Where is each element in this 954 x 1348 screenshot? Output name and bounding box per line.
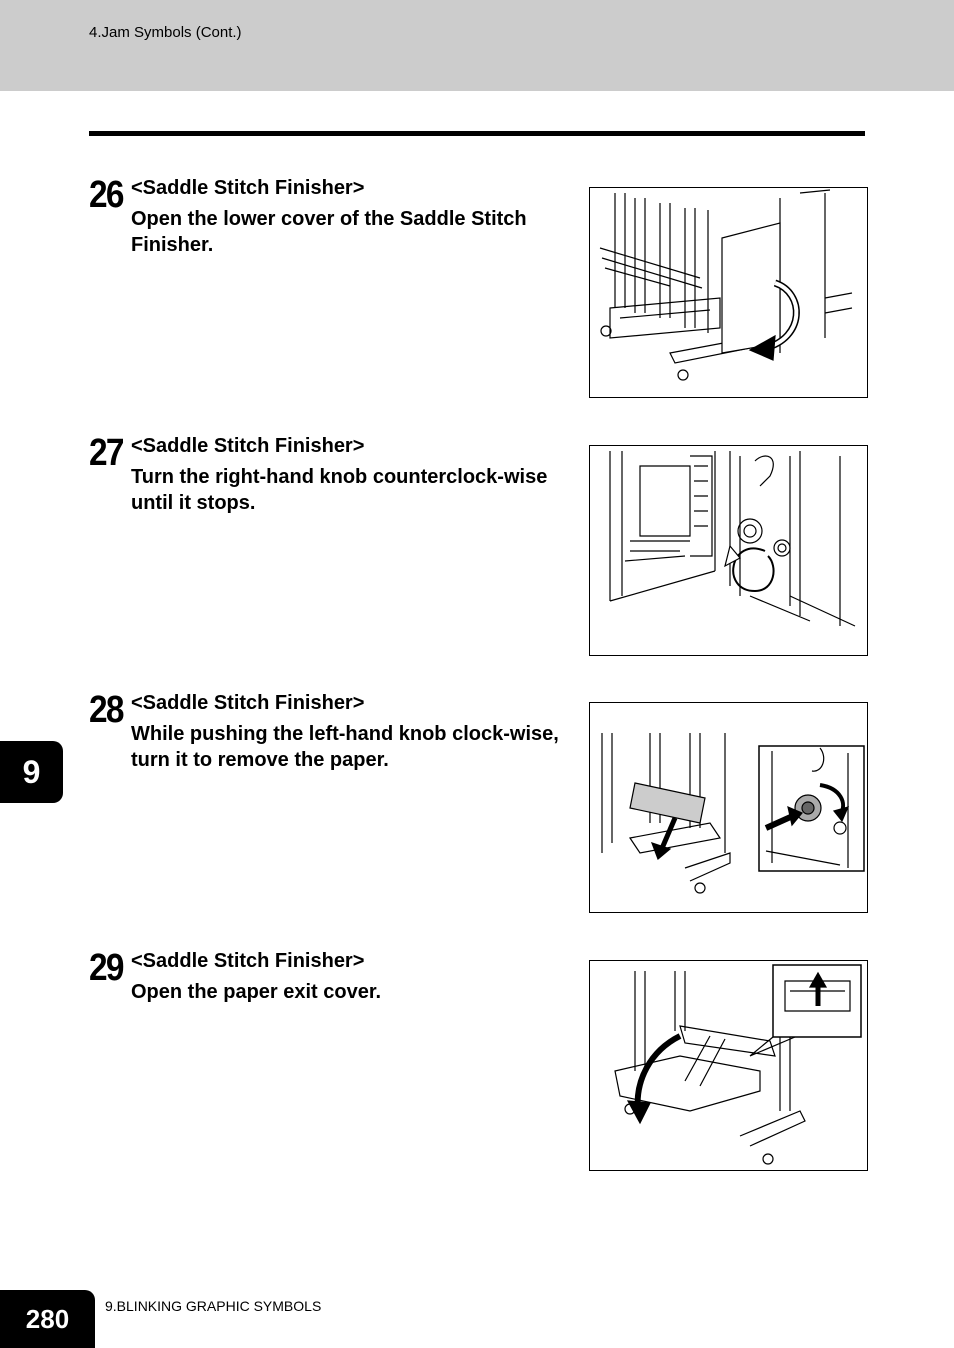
chapter-tab: 9 xyxy=(0,741,63,803)
illustration-open-paper-exit-cover xyxy=(589,960,868,1171)
step-number: 29 xyxy=(89,947,123,989)
step-number: 28 xyxy=(89,689,123,731)
illustration-open-lower-cover xyxy=(589,187,868,398)
step-number: 26 xyxy=(89,174,123,216)
step-instruction: Open the lower cover of the Saddle Stitch Finisher. xyxy=(131,208,527,256)
step-instruction: While pushing the left-hand knob clock-wise, turn it to remove the paper. xyxy=(131,723,559,771)
illustration-push-left-knob xyxy=(589,702,868,913)
header-band xyxy=(0,0,954,91)
step-instruction: Turn the right-hand knob counterclock-wise until it stops. xyxy=(131,466,548,514)
footer-chapter-title: 9.BLINKING GRAPHIC SYMBOLS xyxy=(105,1298,322,1314)
page-number: 280 xyxy=(0,1290,95,1348)
step-subtitle: <Saddle Stitch Finisher> xyxy=(131,950,365,972)
step-subtitle: <Saddle Stitch Finisher> xyxy=(131,177,365,199)
header-rule xyxy=(89,131,865,136)
step-subtitle: <Saddle Stitch Finisher> xyxy=(131,435,365,457)
step-instruction: Open the paper exit cover. xyxy=(131,981,382,1003)
step-number: 27 xyxy=(89,432,123,474)
step-subtitle: <Saddle Stitch Finisher> xyxy=(131,692,365,714)
section-title: 4.Jam Symbols (Cont.) xyxy=(89,24,242,41)
illustration-turn-right-knob xyxy=(589,445,868,656)
